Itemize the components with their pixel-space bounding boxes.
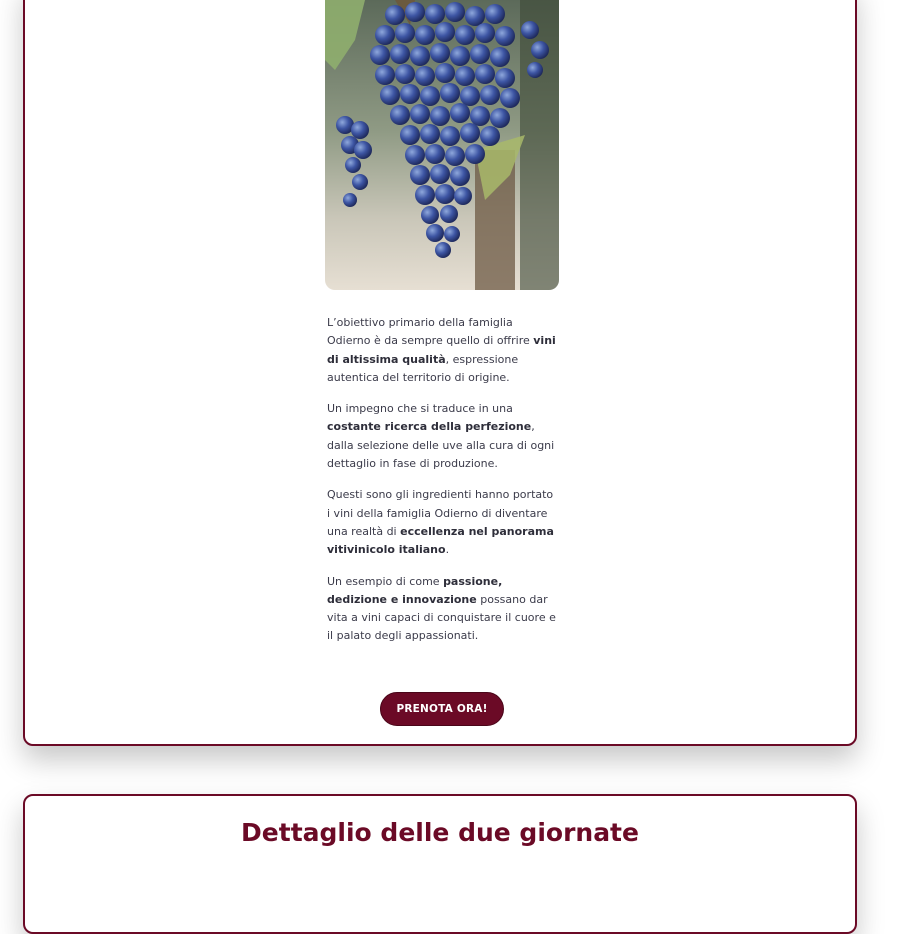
about-card	[23, 0, 857, 746]
about-paragraph-3: Questi sono gli ingredienti hanno portato i vini della famiglia Odierno di diventare una realtà di eccellenza nel panorama vitivinicolo italiano.	[327, 488, 554, 557]
about-paragraph-2: Un impegno che si traduce in una costante ricerca della perfezione, dalla selezione delle uve alla cura di ogni dettaglio in fase di produzione.	[327, 402, 555, 471]
book-now-button[interactable]: PRENOTA ORA!	[380, 692, 504, 726]
details-card	[23, 794, 857, 934]
about-paragraph-4: Un esempio di come passione, dedizione e innovazione possano dar vita a vini capaci di conquistare il cuore e il palato degli appassionati.	[327, 574, 556, 643]
about-text	[327, 314, 557, 659]
section-title: Dettaglio delle due giornate	[241, 818, 639, 847]
about-paragraph-1: L’obiettivo primario della famiglia Odierno è da sempre quello di offrire vini di altissima qualità, espressione autentica del territorio di origine.	[327, 316, 556, 384]
grape-bunch-image	[325, 0, 559, 290]
